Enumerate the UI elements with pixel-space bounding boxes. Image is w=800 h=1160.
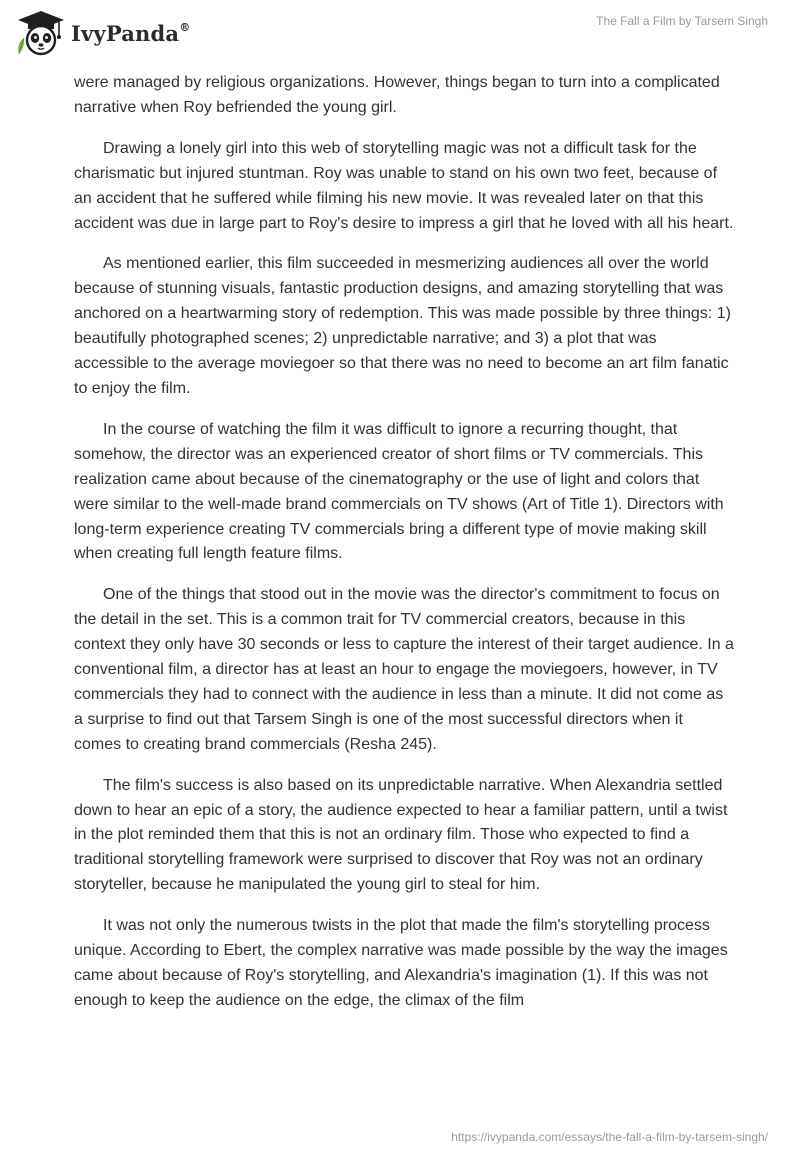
- paragraph: The film's success is also based on its unpredictable narrative. When Alexandria settled down to hear an epic of a story, the audience expected to hear a familiar pattern, until a twist in the plot reminded them that this is not an ordinary film. Those who expected to find a traditional storytelling framework were surprised to discover that Roy was not an ordinary storyteller, because he manipulated the young girl to steal for him.: [74, 776, 728, 894]
- paragraph: Drawing a lonely girl into this web of storytelling magic was not a difficult task for the charismatic but injured stuntman. Roy was unable to stand on his own two feet, because of an accident that he suffered while filming his new movie. It was revealed later on that this accident was due in large part to Roy's desire to impress a girl that he loved with all his heart.: [74, 139, 734, 232]
- paragraph: It was not only the numerous twists in the plot that made the film's storytelling process unique. According to Ebert, the complex narrative was made possible by the way the images came about because of Roy's storytelling, and Alexandria's imagination (1). If this was not enough to keep the audience on the edge, the climax of the film: [74, 917, 728, 1009]
- page-header: [0, 0, 800, 66]
- paragraph: As mentioned earlier, this film succeeded in mesmerizing audiences all over the world because of stunning visuals, fantastic production designs, and amazing storytelling that was anchored on a heartwarming story of redemption. This was made possible by three things: 1) beautifully photographed scenes; 2) unpredictable narrative; and 3) a plot that was accessible to the average moviegoer so that there was no need to become an art film fanatic to enjoy the film.: [74, 255, 731, 397]
- paragraph: One of the things that stood out in the movie was the director's commitment to focus on the detail in the set. This is a common trait for TV commercial creators, because in this context they only have 30 seconds or less to capture the interest of their target audience. In a conventional film, a director has at least an hour to engage the moviegoers, however, in TV commercials they had to connect with the audience in less than a minute. It did not come as a surprise to find out that Tarsem Singh is one of the most successful directors when it comes to creating brand commercials (Resha 245).: [74, 586, 734, 753]
- document-title: The Fall a Film by Tarsem Singh: [596, 14, 768, 28]
- essay-body: [74, 71, 734, 1030]
- panda-graduate-icon: [14, 10, 68, 56]
- brand-name: IvyPanda®: [71, 20, 191, 46]
- ivypanda-logo[interactable]: [14, 10, 190, 56]
- paragraph: were managed by religious organizations. However, things began to turn into a complicated narrative when Roy befriended the young girl.: [74, 74, 720, 116]
- source-url[interactable]: https://ivypanda.com/essays/the-fall-a-film-by-tarsem-singh/: [451, 1130, 768, 1144]
- paragraph: In the course of watching the film it was difficult to ignore a recurring thought, that somehow, the director was an experienced creator of short films or TV commercials. This realization came about because of the cinematography or the use of light and colors that were similar to the well-made brand commercials on TV shows (Art of Title 1). Directors with long-term experience creating TV commercials bring a different type of movie making skill when creating full length feature films.: [74, 420, 724, 563]
- registered-mark: ®: [179, 20, 191, 34]
